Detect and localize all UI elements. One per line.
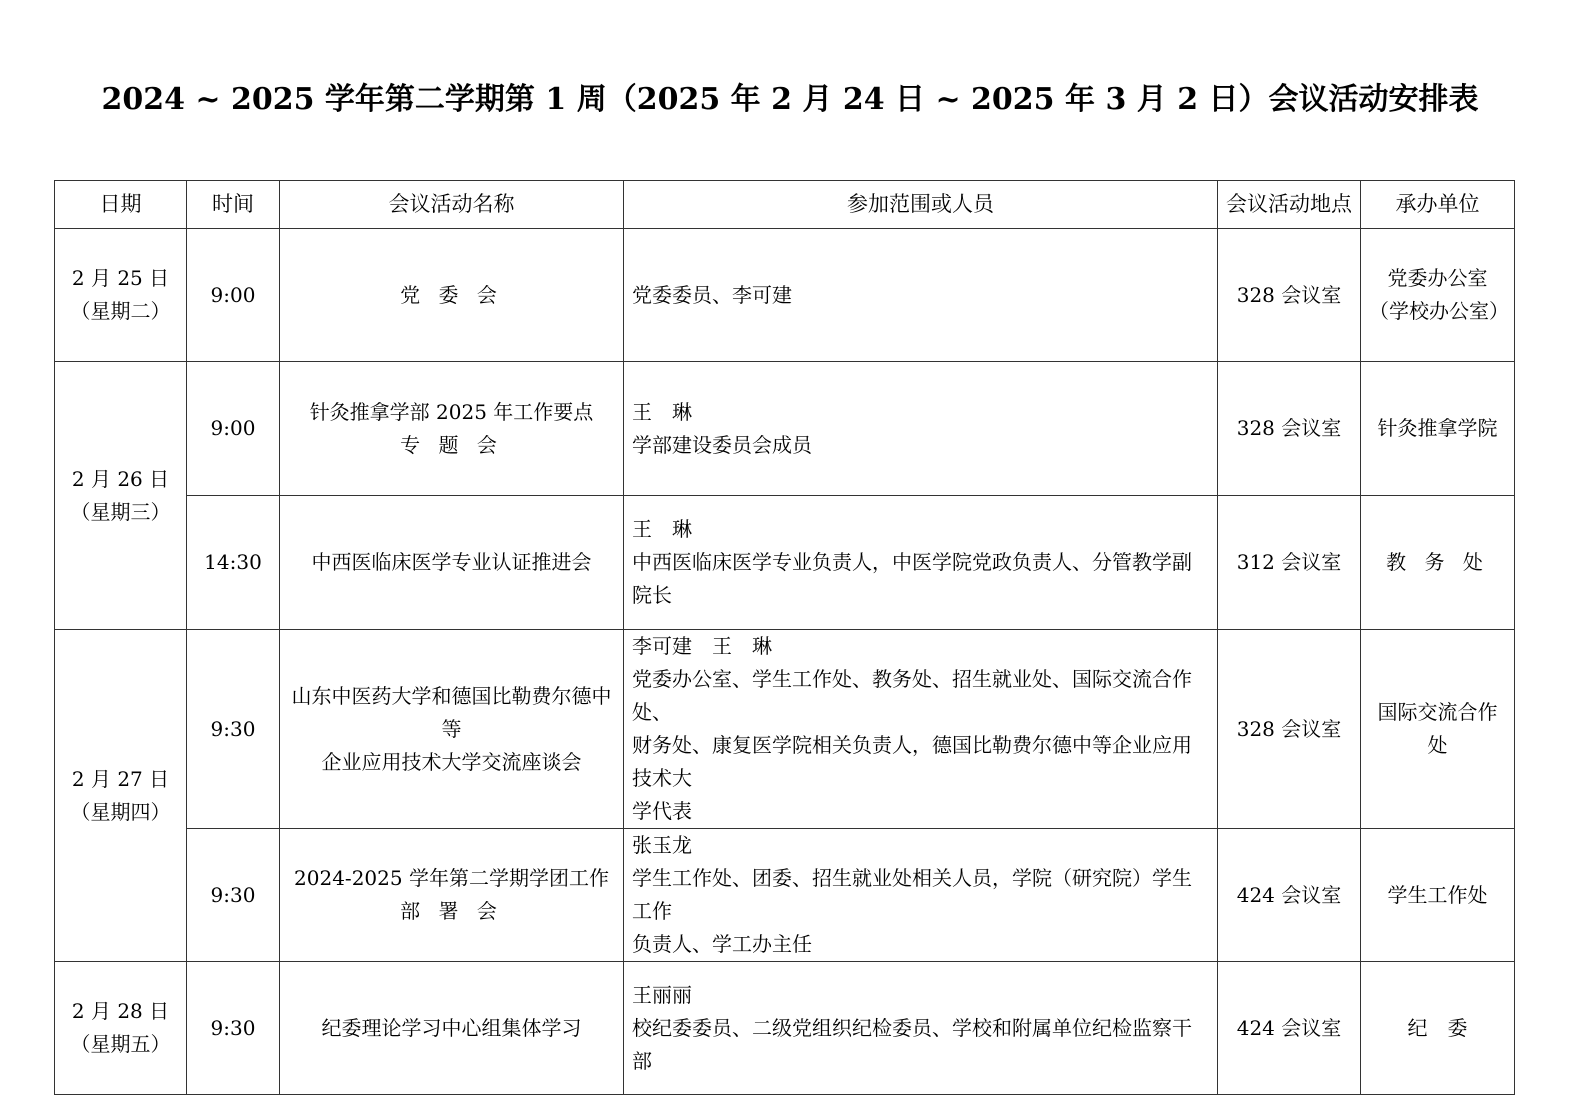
name-cell <box>280 962 624 1095</box>
weekday-text: （星期五） <box>70 1032 171 1056</box>
people-line: 学生工作处、团委、招生就业处相关人员，学院（研究院）学生工作 <box>632 866 1192 923</box>
table-row <box>55 229 1515 362</box>
people-line: 王 琳 <box>632 517 692 541</box>
weekday-text: （星期四） <box>70 799 171 824</box>
time-cell: 9:30 <box>187 962 280 1095</box>
people-cell <box>624 362 1218 496</box>
table-row <box>55 362 1515 496</box>
header-people: 参加范围或人员 <box>624 181 1218 229</box>
people-cell <box>624 229 1218 362</box>
people-cell <box>624 630 1218 829</box>
people-line: 张玉龙 <box>632 833 692 857</box>
people-cell <box>624 829 1218 962</box>
org-line: 国际交流合作处 <box>1377 700 1498 757</box>
table-row <box>55 496 1515 630</box>
people-line: 党委委员、李可建 <box>632 282 792 307</box>
people-line: 财务处、康复医学院相关负责人，德国比勒费尔德中等企业应用技术大 <box>632 733 1192 790</box>
date-cell <box>55 962 187 1095</box>
people-line: 王 琳 <box>632 399 692 424</box>
header-row <box>55 181 1515 229</box>
people-line: 学代表 <box>632 799 692 823</box>
time-cell: 9:00 <box>187 229 280 362</box>
place-cell: 328 会议室 <box>1218 362 1361 496</box>
name-line: 企业应用技术大学交流座谈会 <box>321 749 582 774</box>
people-line: 学部建设委员会成员 <box>632 432 812 457</box>
weekday-text: （星期三） <box>70 499 171 524</box>
org-line: 教 务 处 <box>1386 550 1489 574</box>
header-time: 时间 <box>187 181 280 229</box>
place-cell: 312 会议室 <box>1218 496 1361 630</box>
schedule-table <box>54 180 1515 1095</box>
org-line: 学生工作处 <box>1387 882 1488 907</box>
place-cell: 328 会议室 <box>1218 229 1361 362</box>
page-title: 2024 ~ 2025 学年第二学期第 1 周（2025 年 2 月 24 日 ~ 2025 年 3 月 2 日）会议活动安排表 <box>101 82 1479 117</box>
name-cell <box>280 630 624 829</box>
header-place: 会议活动地点 <box>1218 181 1361 229</box>
place-cell: 424 会议室 <box>1218 829 1361 962</box>
table-row <box>55 829 1515 962</box>
people-line: 李可建 王 琳 <box>632 634 772 658</box>
people-cell <box>624 962 1218 1095</box>
date-text: 2 月 28 日 <box>71 999 170 1023</box>
name-line: 纪委理论学习中心组集体学习 <box>321 1015 582 1040</box>
org-cell <box>1361 630 1515 829</box>
date-text: 2 月 27 日 <box>71 766 170 791</box>
org-line: 党委办公室 <box>1387 266 1488 290</box>
table-row <box>55 962 1515 1095</box>
org-line: 针灸推拿学院 <box>1377 416 1498 440</box>
people-line: 党委办公室、学生工作处、教务处、招生就业处、国际交流合作处、 <box>632 667 1192 724</box>
org-line: 纪 委 <box>1407 1015 1468 1040</box>
name-line: 专 题 会 <box>400 432 503 457</box>
people-line: 校纪委委员、二级党组织纪检委员、学校和附属单位纪检监察干部 <box>632 1015 1192 1073</box>
org-cell <box>1361 829 1515 962</box>
org-cell <box>1361 496 1515 630</box>
org-cell <box>1361 229 1515 362</box>
table-row <box>55 630 1515 829</box>
header-name: 会议活动名称 <box>280 181 624 229</box>
header-date: 日期 <box>55 181 187 229</box>
header-org: 承办单位 <box>1361 181 1515 229</box>
people-line: 负责人、学工办主任 <box>632 932 812 956</box>
name-line: 部 署 会 <box>400 899 503 923</box>
date-cell <box>55 630 187 962</box>
people-cell <box>624 496 1218 630</box>
time-cell: 9:00 <box>187 362 280 496</box>
date-cell <box>55 229 187 362</box>
date-text: 2 月 25 日 <box>71 266 170 290</box>
place-cell: 424 会议室 <box>1218 962 1361 1095</box>
time-cell: 14:30 <box>187 496 280 630</box>
name-cell <box>280 496 624 630</box>
people-line: 中西医临床医学专业负责人，中医学院党政负责人、分管教学副院长 <box>632 550 1192 607</box>
people-line: 王丽丽 <box>632 982 692 1007</box>
place-cell: 328 会议室 <box>1218 630 1361 829</box>
date-text: 2 月 26 日 <box>71 466 170 491</box>
name-line: 山东中医药大学和德国比勒费尔德中等 <box>291 683 612 741</box>
org-cell <box>1361 362 1515 496</box>
name-cell <box>280 829 624 962</box>
org-cell <box>1361 962 1515 1095</box>
weekday-text: （星期二） <box>70 299 171 323</box>
name-line: 2024-2025 学年第二学期学团工作 <box>294 866 609 890</box>
time-cell: 9:30 <box>187 630 280 829</box>
name-cell <box>280 229 624 362</box>
date-cell <box>55 362 187 630</box>
name-line: 党 委 会 <box>400 282 503 307</box>
name-line: 中西医临床医学专业认证推进会 <box>311 550 592 574</box>
time-cell: 9:30 <box>187 829 280 962</box>
org-line: （学校办公室） <box>1369 299 1509 323</box>
name-line: 针灸推拿学部 2025 年工作要点 <box>309 399 594 424</box>
name-cell <box>280 362 624 496</box>
